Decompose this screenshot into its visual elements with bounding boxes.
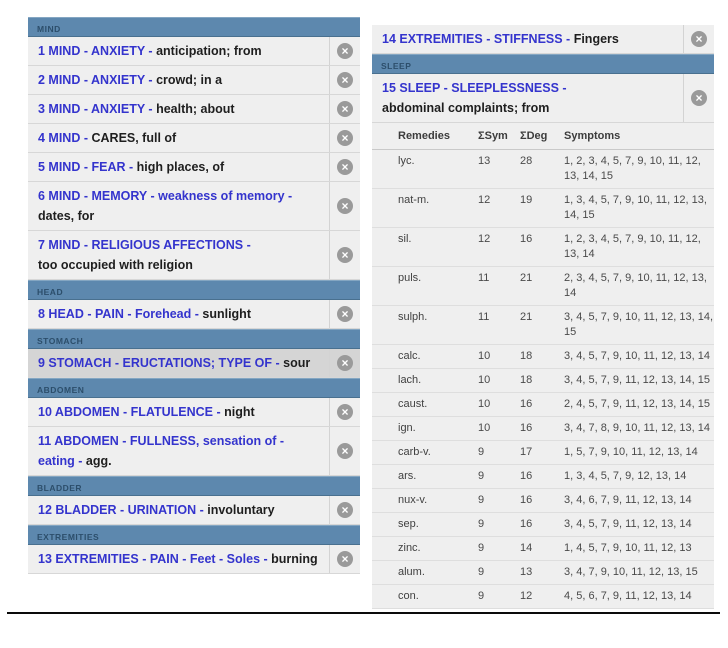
symptom-modifier: anticipation; from <box>156 44 262 58</box>
remedy-deg-total: 18 <box>520 350 533 362</box>
close-icon: × <box>337 404 353 420</box>
remedy-sym-total: 10 <box>478 422 491 434</box>
remedy-symptom-ids: 3, 4, 5, 7, 9, 11, 12, 13, 14, 15 <box>564 374 710 386</box>
remedy-deg-total: 12 <box>520 590 533 602</box>
symptom-row-4[interactable] <box>28 124 360 153</box>
remedy-sym-total: 10 <box>478 398 491 410</box>
remedy-deg-total: 28 <box>520 155 533 167</box>
remedy-name: sil. <box>398 233 412 245</box>
symptom-link[interactable] <box>28 37 329 65</box>
remedy-row[interactable] <box>372 417 714 441</box>
remedy-symptom-ids: 3, 4, 5, 7, 9, 11, 12, 13, 14 <box>564 518 692 530</box>
close-icon: × <box>337 101 353 117</box>
remedy-name: carb-v. <box>398 446 431 458</box>
symptom-link[interactable] <box>372 25 683 53</box>
remedy-deg-total: 14 <box>520 542 533 554</box>
remedy-sym-total: 9 <box>478 566 485 578</box>
close-icon: × <box>337 355 353 371</box>
remedy-deg-total: 16 <box>520 398 533 410</box>
symptom-link[interactable] <box>28 153 329 181</box>
section-header-mind <box>28 17 360 37</box>
symptom-row-3[interactable] <box>28 95 360 124</box>
remedy-sym-total: 9 <box>478 518 485 530</box>
remedy-sym-total: 9 <box>478 542 485 554</box>
remedy-symptom-ids: 1, 5, 7, 9, 10, 11, 12, 13, 14 <box>564 446 698 458</box>
section-header-extremities <box>28 525 360 545</box>
symptom-row-13[interactable] <box>28 545 360 574</box>
remedy-deg-total: 16 <box>520 518 533 530</box>
remedy-row[interactable] <box>372 189 714 228</box>
symptom-link[interactable] <box>28 349 329 377</box>
remedy-sym-total: 9 <box>478 470 485 482</box>
section-label: MIND <box>37 24 61 34</box>
remedies-table-body <box>372 150 714 609</box>
symptom-link[interactable] <box>28 66 329 94</box>
remedy-row[interactable] <box>372 369 714 393</box>
remedy-symptom-ids: 4, 5, 6, 7, 9, 11, 12, 13, 14 <box>564 590 692 602</box>
remedy-deg-total: 18 <box>520 374 533 386</box>
remove-symptom-button[interactable] <box>329 37 360 65</box>
remedy-symptom-ids: 1, 3, 4, 5, 7, 9, 10, 11, 12, 13, 14, 15 <box>564 194 707 221</box>
remedy-deg-total: 16 <box>520 494 533 506</box>
remedy-symptom-ids: 2, 4, 5, 7, 9, 11, 12, 13, 14, 15 <box>564 398 710 410</box>
symptom-row-14[interactable] <box>372 25 714 54</box>
remedy-symptom-ids: 3, 4, 5, 7, 9, 10, 11, 12, 13, 14, 15 <box>564 311 714 338</box>
symptom-path: 1 MIND - ANXIETY - <box>38 44 157 58</box>
remedy-row[interactable] <box>372 441 714 465</box>
remedy-symptom-ids: 1, 2, 3, 4, 5, 7, 9, 10, 11, 12, 13, 14 <box>564 233 701 260</box>
symptom-row-6[interactable] <box>28 182 360 231</box>
remedy-row[interactable] <box>372 267 714 306</box>
remove-symptom-button[interactable] <box>329 427 360 475</box>
remedy-sym-total: 12 <box>478 233 491 245</box>
symptom-path: 3 MIND - ANXIETY - <box>38 102 157 116</box>
remedy-name: nux-v. <box>398 494 428 506</box>
symptom-link[interactable] <box>28 427 329 475</box>
symptom-modifier: night <box>224 405 255 419</box>
remedy-deg-total: 13 <box>520 566 533 578</box>
symptom-modifier: high places, of <box>136 160 225 174</box>
remedy-sym-total: 10 <box>478 350 491 362</box>
remove-symptom-button[interactable] <box>329 300 360 328</box>
symptom-path: 9 STOMACH - ERUCTATIONS; TYPE OF - <box>38 356 284 370</box>
symptom-link[interactable] <box>28 124 329 152</box>
remedy-deg-total: 16 <box>520 422 533 434</box>
remove-symptom-button[interactable] <box>329 66 360 94</box>
symptom-link[interactable] <box>28 398 329 426</box>
symptom-modifier: Fingers <box>573 32 619 46</box>
bottom-divider-line <box>7 612 720 614</box>
symptom-path: 5 MIND - FEAR - <box>38 160 137 174</box>
symptom-list-left-column <box>28 17 360 612</box>
remedy-name: ign. <box>398 422 416 434</box>
remove-symptom-button[interactable] <box>329 231 360 279</box>
remedy-name: caust. <box>398 398 428 410</box>
symptom-row-8[interactable] <box>28 300 360 329</box>
remedy-sym-total: 12 <box>478 194 491 206</box>
remedy-row[interactable] <box>372 228 714 267</box>
symptom-path: 6 MIND - MEMORY - weakness of memory - <box>38 189 293 203</box>
remedy-row[interactable] <box>372 393 714 417</box>
symptom-link[interactable] <box>28 496 329 524</box>
symptom-list-right-rows <box>372 25 714 123</box>
close-icon: × <box>691 90 707 106</box>
symptom-row-7[interactable] <box>28 231 360 280</box>
remedy-sym-total: 9 <box>478 494 485 506</box>
symptom-path: 13 EXTREMITIES - PAIN - Feet - Soles - <box>38 552 272 566</box>
section-label: ABDOMEN <box>37 385 85 395</box>
remove-symptom-button[interactable] <box>329 124 360 152</box>
close-icon: × <box>337 551 353 567</box>
remedies-table <box>372 123 714 609</box>
section-label: STOMACH <box>37 336 84 346</box>
remedy-name: con. <box>398 590 419 602</box>
remove-symptom-button[interactable] <box>683 25 714 53</box>
symptom-path: 4 MIND - <box>38 131 92 145</box>
remedy-name: alum. <box>398 566 425 578</box>
remedy-name: calc. <box>398 350 421 362</box>
symptom-modifier: CARES, full of <box>91 131 177 145</box>
remedy-symptom-ids: 3, 4, 5, 7, 9, 10, 11, 12, 13, 14 <box>564 350 710 362</box>
close-icon: × <box>337 502 353 518</box>
symptom-link[interactable] <box>28 182 329 230</box>
symptom-path: 11 ABDOMEN - FULLNESS, sensation of - eating - <box>38 434 285 468</box>
remedy-name: ars. <box>398 470 417 482</box>
remedy-row[interactable] <box>372 150 714 189</box>
remedy-name: nat-m. <box>398 194 430 206</box>
symptom-modifier: sunlight <box>202 307 251 321</box>
symptom-path: 2 MIND - ANXIETY - <box>38 73 157 87</box>
section-header-stomach <box>28 329 360 349</box>
symptom-row-2[interactable] <box>28 66 360 95</box>
remedy-name: puls. <box>398 272 422 284</box>
symptom-row-5[interactable] <box>28 153 360 182</box>
col-header-sym-total: ΣSym <box>478 130 508 142</box>
symptom-modifier: agg. <box>85 454 112 468</box>
remedy-sym-total: 9 <box>478 590 485 602</box>
remedy-name: lach. <box>398 374 422 386</box>
remedy-row[interactable] <box>372 465 714 489</box>
symptom-modifier: abdominal complaints; from <box>382 101 550 115</box>
symptom-row-9[interactable] <box>28 349 360 378</box>
section-header-sleep <box>372 54 714 74</box>
remedy-row[interactable] <box>372 537 714 561</box>
symptom-path: 12 BLADDER - URINATION - <box>38 503 208 517</box>
remedy-row[interactable] <box>372 513 714 537</box>
remove-symptom-button[interactable] <box>329 398 360 426</box>
remedy-deg-total: 21 <box>520 272 533 284</box>
symptom-modifier: crowd; in a <box>156 73 223 87</box>
close-icon: × <box>337 443 353 459</box>
symptom-path: 10 ABDOMEN - FLATULENCE - <box>38 405 225 419</box>
close-icon: × <box>337 198 353 214</box>
remove-symptom-button[interactable] <box>329 95 360 123</box>
remedy-row[interactable] <box>372 561 714 585</box>
symptom-row-10[interactable] <box>28 398 360 427</box>
symptom-list-right-column <box>372 25 714 609</box>
symptom-row-12[interactable] <box>28 496 360 525</box>
symptom-link[interactable] <box>28 95 329 123</box>
symptom-link[interactable] <box>28 545 329 573</box>
symptom-path: 8 HEAD - PAIN - Forehead - <box>38 307 203 321</box>
remove-symptom-button[interactable] <box>329 545 360 573</box>
remedy-name: lyc. <box>398 155 415 167</box>
remedy-row[interactable] <box>372 306 714 345</box>
symptom-path: 15 SLEEP - SLEEPLESSNESS - <box>382 81 567 95</box>
symptom-modifier: burning <box>271 552 318 566</box>
remedy-name: zinc. <box>398 542 421 554</box>
remedy-symptom-ids: 3, 4, 7, 9, 10, 11, 12, 13, 15 <box>564 566 698 578</box>
close-icon: × <box>337 72 353 88</box>
close-icon: × <box>337 247 353 263</box>
remove-symptom-button[interactable] <box>329 153 360 181</box>
symptom-link[interactable] <box>28 300 329 328</box>
symptom-modifier: involuntary <box>207 503 275 517</box>
remedy-deg-total: 16 <box>520 233 533 245</box>
section-header-head <box>28 280 360 300</box>
close-icon: × <box>337 159 353 175</box>
remedies-table-header <box>372 123 714 150</box>
section-label: HEAD <box>37 287 64 297</box>
remedy-row[interactable] <box>372 489 714 513</box>
remedy-symptom-ids: 1, 4, 5, 7, 9, 10, 11, 12, 13 <box>564 542 692 554</box>
section-label: BLADDER <box>37 483 83 493</box>
close-icon: × <box>337 130 353 146</box>
symptom-row-15[interactable] <box>372 74 714 123</box>
section-label: SLEEP <box>381 61 412 71</box>
col-header-remedies: Remedies <box>398 130 450 142</box>
symptom-path: 14 EXTREMITIES - STIFFNESS - <box>382 32 574 46</box>
symptom-row-1[interactable] <box>28 37 360 66</box>
col-header-deg-total: ΣDeg <box>520 130 548 142</box>
close-icon: × <box>337 43 353 59</box>
remedy-symptom-ids: 1, 2, 3, 4, 5, 7, 9, 10, 11, 12, 13, 14, 15 <box>564 155 701 182</box>
remedy-sym-total: 13 <box>478 155 491 167</box>
remedy-sym-total: 10 <box>478 374 491 386</box>
remedy-name: sep. <box>398 518 419 530</box>
symptom-modifier: health; about <box>156 102 235 116</box>
remedy-row[interactable] <box>372 585 714 609</box>
remedy-sym-total: 11 <box>478 311 490 323</box>
remedy-symptom-ids: 3, 4, 6, 7, 9, 11, 12, 13, 14 <box>564 494 692 506</box>
remove-symptom-button[interactable] <box>329 349 360 377</box>
remedy-deg-total: 19 <box>520 194 533 206</box>
remove-symptom-button[interactable] <box>329 182 360 230</box>
remove-symptom-button[interactable] <box>329 496 360 524</box>
remedy-deg-total: 16 <box>520 470 533 482</box>
remedy-sym-total: 9 <box>478 446 485 458</box>
symptom-path: 7 MIND - RELIGIOUS AFFECTIONS - <box>38 238 251 252</box>
remedy-sym-total: 11 <box>478 272 490 284</box>
close-icon: × <box>337 306 353 322</box>
close-icon: × <box>691 31 707 47</box>
symptom-link[interactable] <box>28 231 329 279</box>
col-header-symptoms: Symptoms <box>564 130 621 142</box>
remedy-symptom-ids: 3, 4, 7, 8, 9, 10, 11, 12, 13, 14 <box>564 422 710 434</box>
section-header-bladder <box>28 476 360 496</box>
section-header-abdomen <box>28 378 360 398</box>
remove-symptom-button[interactable] <box>683 74 714 122</box>
symptom-row-11[interactable] <box>28 427 360 476</box>
symptom-modifier: dates, for <box>38 209 95 223</box>
remedy-deg-total: 21 <box>520 311 533 323</box>
symptom-link[interactable] <box>372 74 683 122</box>
remedy-row[interactable] <box>372 345 714 369</box>
remedy-name: sulph. <box>398 311 428 323</box>
remedy-deg-total: 17 <box>520 446 533 458</box>
symptom-modifier: sour <box>283 356 311 370</box>
remedy-symptom-ids: 1, 3, 4, 5, 7, 9, 12, 13, 14 <box>564 470 687 482</box>
symptom-modifier: too occupied with religion <box>38 258 193 272</box>
section-label: EXTREMITIES <box>37 532 100 542</box>
remedy-symptom-ids: 2, 3, 4, 5, 7, 9, 10, 11, 12, 13, 14 <box>564 272 707 299</box>
